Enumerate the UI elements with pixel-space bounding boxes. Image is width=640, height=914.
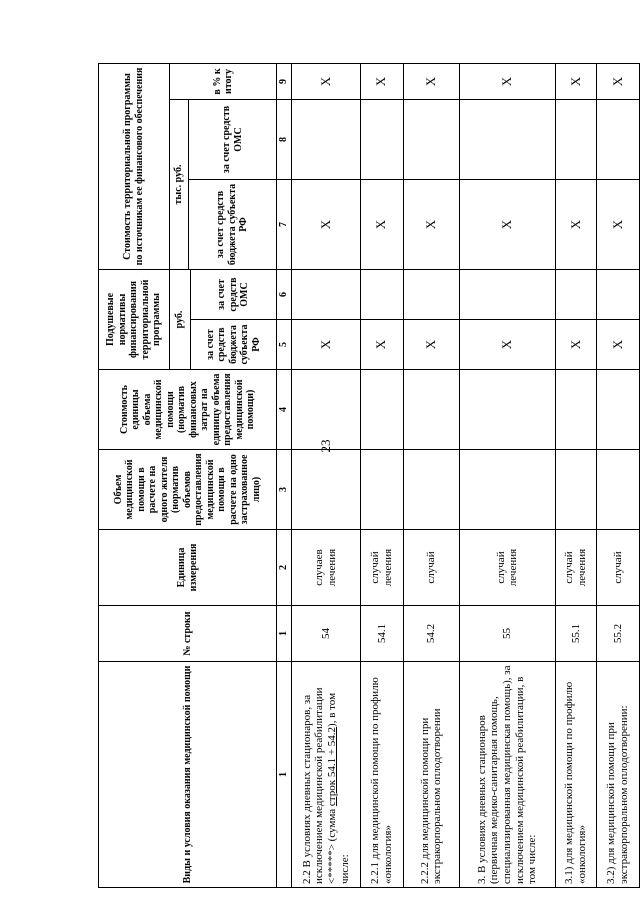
row-budget-thous: X xyxy=(360,180,403,270)
header-volume-note: (норматив объемов предоставления медицинской помощи в расчете на одно застрахованное лицо) xyxy=(170,453,262,526)
row-oms-rub xyxy=(292,270,361,320)
header-budget-rub: за счет средств бюджета субъекта РФ xyxy=(191,320,277,370)
header-row-number: № строки xyxy=(99,606,277,662)
row-unit-cost xyxy=(459,370,556,450)
col-index-1: 1 xyxy=(277,662,292,888)
row-budget-thous: X xyxy=(556,180,597,270)
header-volume-main: Объем медицинской помощи в расчете на одного жителя xyxy=(112,456,170,523)
row-percent: X xyxy=(292,63,361,99)
row-budget-thous: X xyxy=(596,180,639,270)
row-budget-rub: X xyxy=(459,320,556,370)
row-percent: X xyxy=(556,63,597,99)
row-oms-rub xyxy=(403,270,459,320)
row-budget-rub: X xyxy=(556,320,597,370)
table-row xyxy=(292,63,361,887)
col-index-6: 6 xyxy=(277,270,292,320)
row-budget-rub: X xyxy=(403,320,459,370)
row-percent: X xyxy=(403,63,459,99)
header-volume xyxy=(99,450,277,530)
row-oms-rub xyxy=(596,270,639,320)
header-name: Виды и условия оказания медицинской помощи xyxy=(99,662,277,888)
row-name: 3.1) для медицинской помощи по профилю «онкология» xyxy=(556,662,597,888)
row-unit-cost xyxy=(596,370,639,450)
row-oms-thous xyxy=(556,100,597,180)
row-number: 55 xyxy=(459,606,556,662)
table-row xyxy=(403,63,459,887)
col-index-9: 9 xyxy=(277,63,292,99)
header-rub: руб. xyxy=(169,270,190,370)
header-group-cost: Стоимость территориальной программы по источникам ее финансового обеспечения xyxy=(99,63,170,269)
row-unit: случай лечения xyxy=(459,530,556,606)
row-oms-thous xyxy=(292,100,361,180)
row-oms-thous xyxy=(459,100,556,180)
table-row xyxy=(360,63,403,887)
row-budget-rub: X xyxy=(360,320,403,370)
header-oms-thous: за счет средств ОМС xyxy=(189,100,277,180)
row-budget-thous: X xyxy=(459,180,556,270)
row-number: 55.1 xyxy=(556,606,597,662)
row-unit-cost xyxy=(292,370,361,450)
row-volume xyxy=(459,450,556,530)
row-name xyxy=(292,662,361,888)
row-unit: случаев лечения xyxy=(292,530,361,606)
row-volume xyxy=(596,450,639,530)
row-unit: случай лечения xyxy=(360,530,403,606)
row-name: 3.2) для медицинской помощи при экстракорпоральном оплодотворении: xyxy=(596,662,639,888)
row-volume xyxy=(556,450,597,530)
row-percent: X xyxy=(360,63,403,99)
row-number: 54.2 xyxy=(403,606,459,662)
col-index-7: 7 xyxy=(277,180,292,270)
row-unit: случай лечения xyxy=(556,530,597,606)
row-number: 54 xyxy=(292,606,361,662)
col-index-1b: 1 xyxy=(277,606,292,662)
row-number: 55.2 xyxy=(596,606,639,662)
row-volume xyxy=(403,450,459,530)
row-oms-rub xyxy=(556,270,597,320)
row-name-tail: ), в том числе: xyxy=(326,692,351,884)
row-name: 2.2.2 для медицинской помощи при экстракорпоральном оплодотворении xyxy=(403,662,459,888)
row-volume xyxy=(360,450,403,530)
header-percent: в % к итогу xyxy=(169,63,276,99)
table-row xyxy=(459,63,556,887)
row-oms-thous xyxy=(403,100,459,180)
row-oms-thous xyxy=(596,100,639,180)
header-budget-thous: за счет средств бюджета субъекта РФ xyxy=(189,180,277,270)
row-name-text: 2.2 В условиях дневных стационаров, за исключением медицинской реабилитации <*****> (сумма xyxy=(300,687,339,884)
row-budget-rub: X xyxy=(292,320,361,370)
col-index-8: 8 xyxy=(277,100,292,180)
header-thous-rub: тыс. руб. xyxy=(169,100,188,270)
row-percent: X xyxy=(596,63,639,99)
col-index-5: 5 xyxy=(277,320,292,370)
row-unit-cost xyxy=(360,370,403,450)
header-oms-rub: за счет средств ОМС xyxy=(191,270,277,320)
row-name-link: строк 54.1 + 54.2 xyxy=(326,726,339,807)
table-row xyxy=(596,63,639,887)
row-unit-cost xyxy=(556,370,597,450)
header-unit-cost: Стоимость единицы объема медицинской помощи (норматив финансовых затрат на единицу объема предоставления медицинской помощи) xyxy=(99,370,277,450)
row-budget-thous: X xyxy=(292,180,361,270)
row-oms-rub xyxy=(459,270,556,320)
row-name: 3. В условиях дневных стационаров (первичная медико-санитарная помощь, специализированная медицинская помощь), за исключением медицинской реабилитации, в том числе: xyxy=(459,662,556,888)
row-name: 2.2.1 для медицинской помощи по профилю «онкология» xyxy=(360,662,403,888)
document-table-rotated xyxy=(98,64,640,888)
column-index-row xyxy=(277,63,292,887)
header-unit: Единица измерения xyxy=(99,530,277,606)
row-oms-rub xyxy=(360,270,403,320)
row-unit-cost xyxy=(403,370,459,450)
row-unit: случай xyxy=(403,530,459,606)
row-budget-rub: X xyxy=(596,320,639,370)
row-number: 54.1 xyxy=(360,606,403,662)
norms-table xyxy=(98,63,640,888)
row-unit: случай xyxy=(596,530,639,606)
row-oms-thous xyxy=(360,100,403,180)
row-volume xyxy=(292,450,361,530)
row-budget-thous: X xyxy=(403,180,459,270)
header-group-norms: Подушевые нормативы финансирования территориальной программы xyxy=(99,270,170,370)
col-index-2: 2 xyxy=(277,530,292,606)
col-index-4: 4 xyxy=(277,370,292,450)
col-index-3: 3 xyxy=(277,450,292,530)
page-number: 23 xyxy=(318,439,333,453)
table-row xyxy=(556,63,597,887)
row-percent: X xyxy=(459,63,556,99)
